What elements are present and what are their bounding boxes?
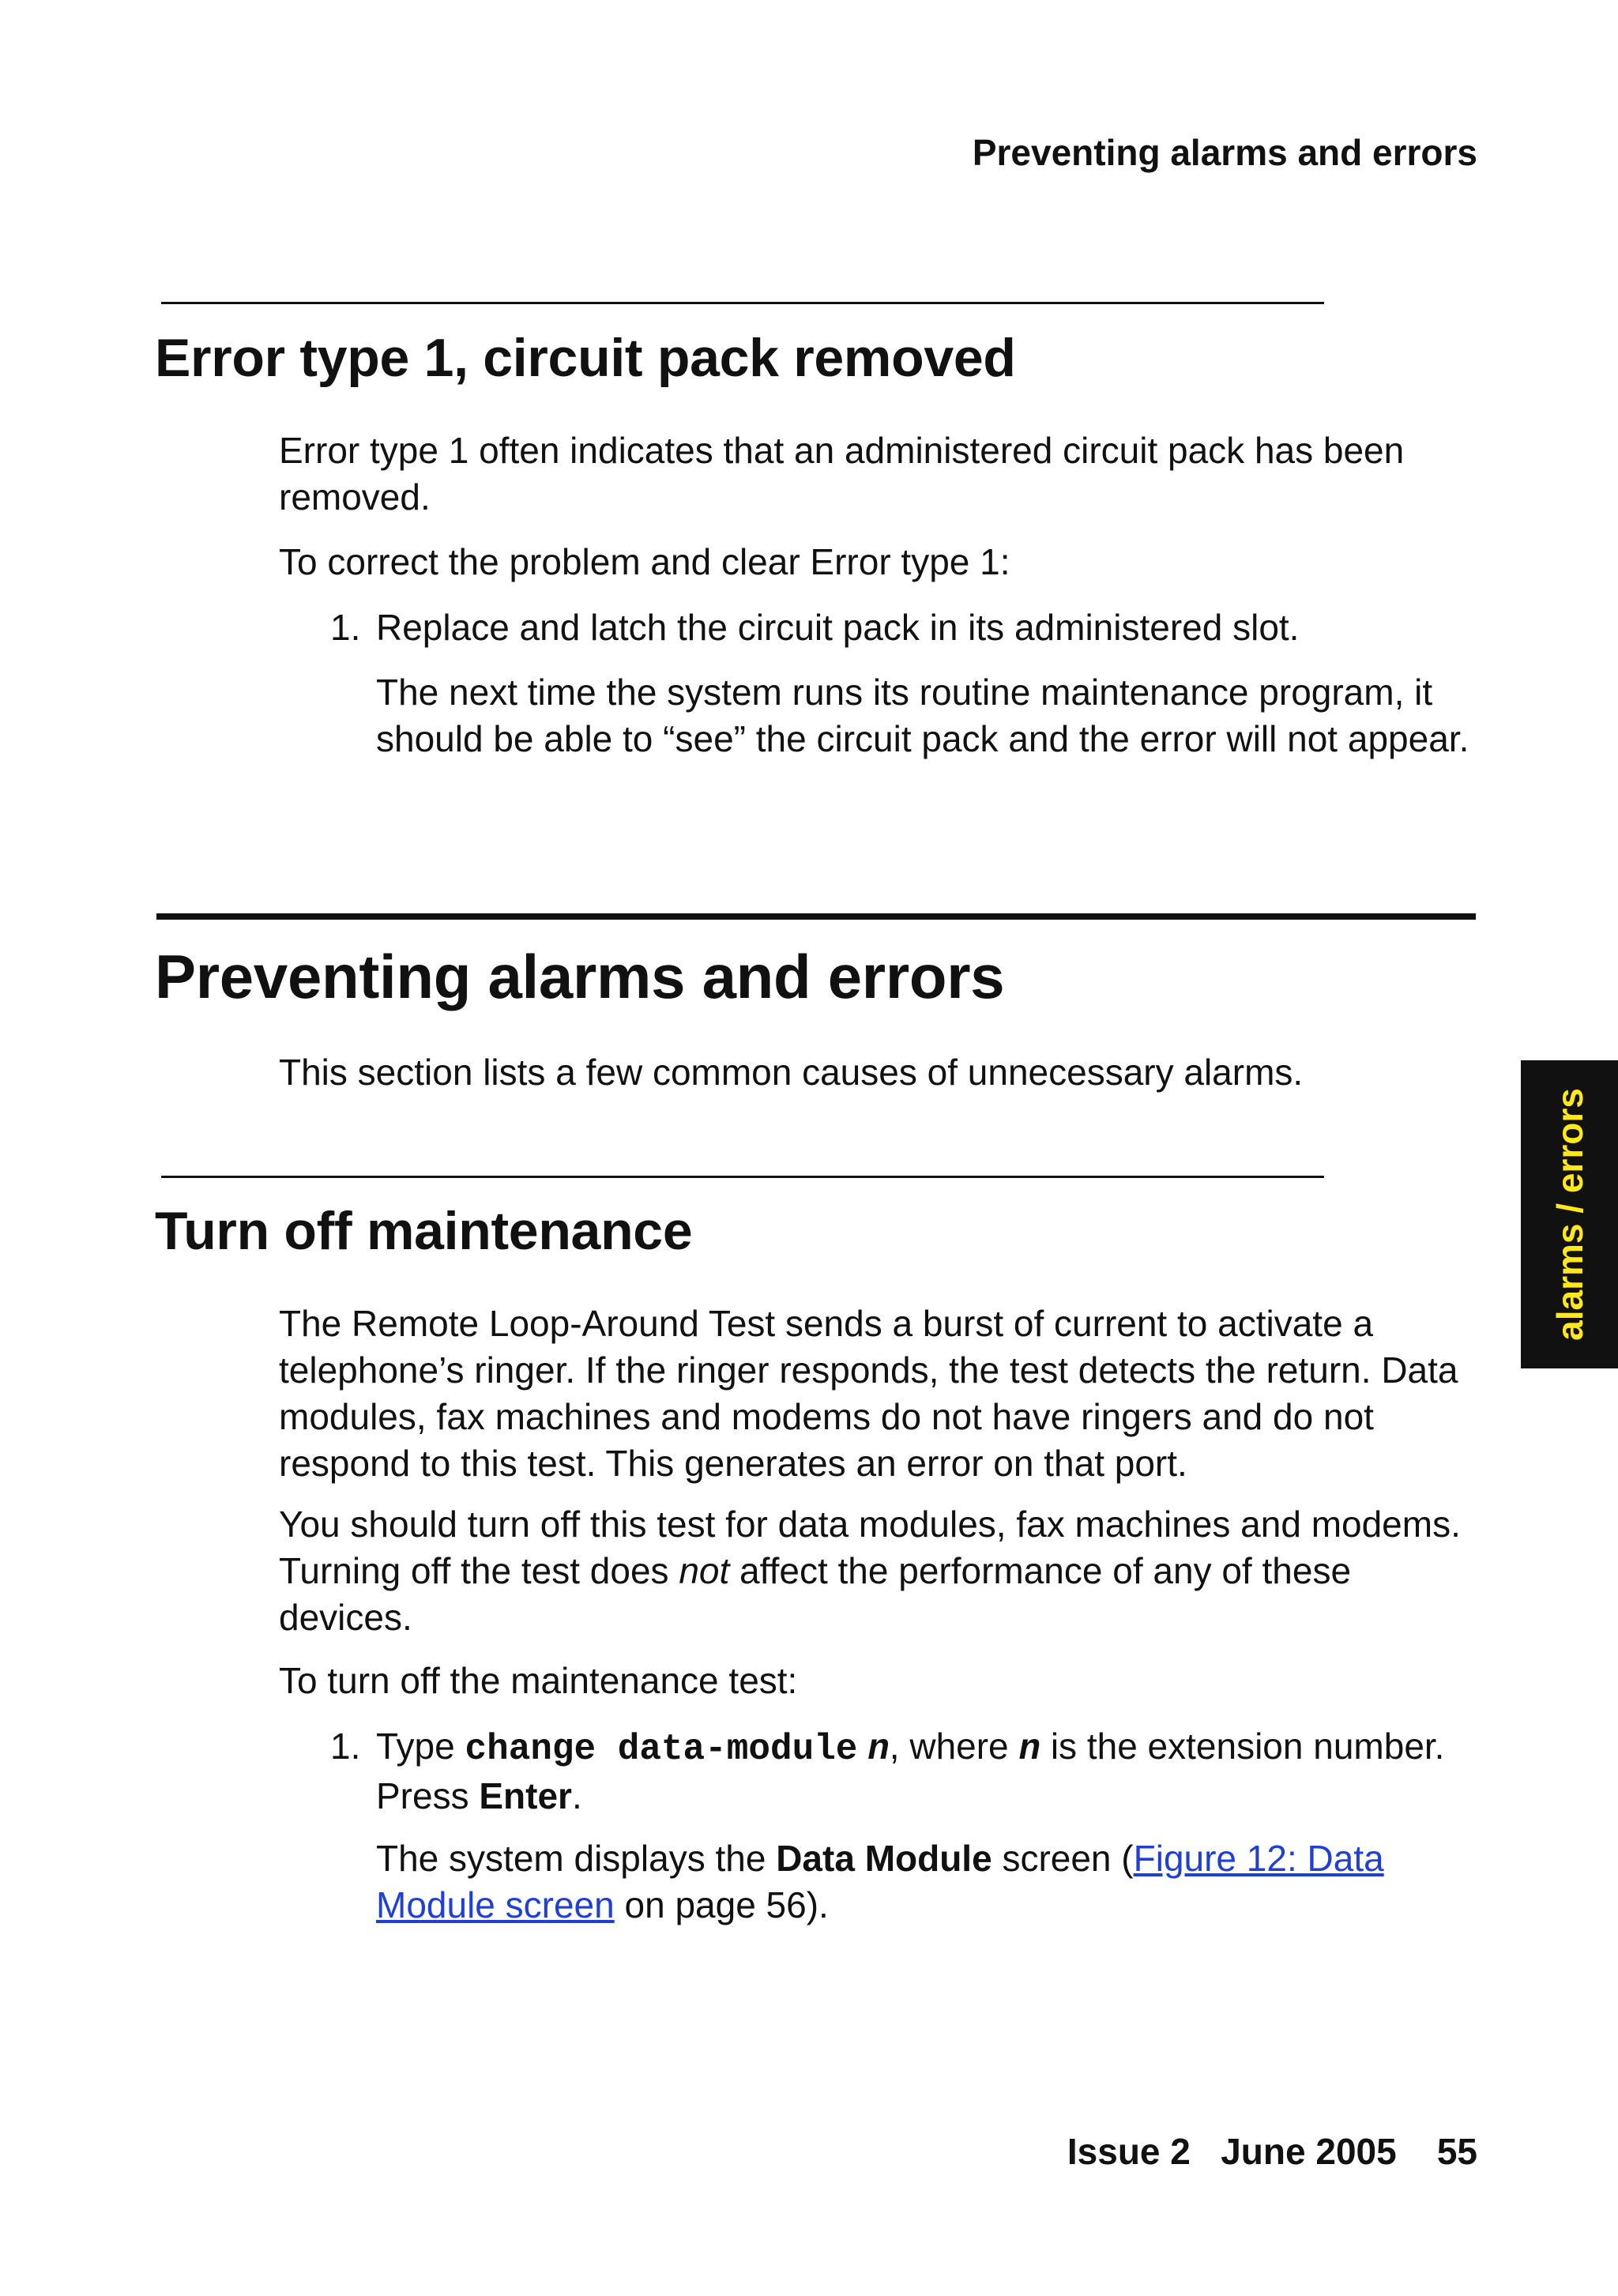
text-run: Type: [376, 1726, 465, 1767]
text-run: The system displays the: [376, 1838, 777, 1879]
text-run: screen (: [991, 1838, 1134, 1879]
section-divider: [161, 1176, 1324, 1178]
command-text: change data-module: [465, 1729, 858, 1770]
key-name: Enter: [479, 1775, 572, 1816]
text-run: affect the performance of any of these devices.: [279, 1550, 1352, 1638]
text-run: [857, 1726, 867, 1767]
paragraph: To correct the problem and clear Error type 1:: [279, 541, 1010, 582]
paragraph: This section lists a few common causes of unnecessary alarms.: [279, 1052, 1304, 1093]
page-footer: Issue 2 June 2005 55: [1067, 2131, 1477, 2172]
step-number: 1.: [330, 1726, 361, 1767]
paragraph: [279, 1501, 1464, 1641]
text-run: , where: [889, 1726, 1019, 1767]
paragraph: The Remote Loop-Around Test sends a burst of current to activate a telephone’s ringer. If the ringer responds, the test detects the return. Data modules, fax machines and modems do not have ringers and do not respond to this test. This generates an error on that port.: [279, 1303, 1458, 1484]
step-text: [376, 1723, 1451, 1820]
text-run: You should turn off this test for data modules, fax machines and modems. Turning off the test does: [279, 1504, 1461, 1591]
section-heading-preventing-alarms: Preventing alarms and errors: [155, 942, 1005, 1011]
text-run: .: [571, 1775, 582, 1816]
side-tab: [1521, 1060, 1618, 1368]
step-text: Replace and latch the circuit pack in its administered slot.: [376, 607, 1300, 648]
paragraph: Error type 1 often indicates that an administered circuit pack has been removed.: [279, 430, 1405, 518]
side-tab-label: alarms / errors: [1548, 1088, 1590, 1341]
figure-link[interactable]: Figure 12: Data Module screen: [376, 1838, 1384, 1925]
step-note: [376, 1835, 1482, 1929]
text-run: on page 56).: [614, 1884, 829, 1925]
command-variable: n: [1018, 1729, 1041, 1770]
running-header: Preventing alarms and errors: [972, 132, 1477, 173]
screen-name: Data Module: [776, 1838, 992, 1879]
step-number: 1.: [330, 607, 361, 648]
section-divider: [161, 302, 1324, 304]
command-variable: n: [867, 1729, 890, 1770]
step-note: The next time the system runs its routine maintenance program, it should be able to “see” the circuit pack and the error will not appear.: [376, 672, 1469, 759]
section-heading-turn-off-maintenance: Turn off maintenance: [155, 1201, 693, 1261]
text-run: is the extension number. Press: [376, 1726, 1445, 1816]
chapter-divider: [156, 913, 1476, 920]
emphasis: not: [679, 1550, 730, 1591]
paragraph: To turn off the maintenance test:: [279, 1660, 798, 1701]
section-heading-error-type-1: Error type 1, circuit pack removed: [155, 328, 1016, 388]
